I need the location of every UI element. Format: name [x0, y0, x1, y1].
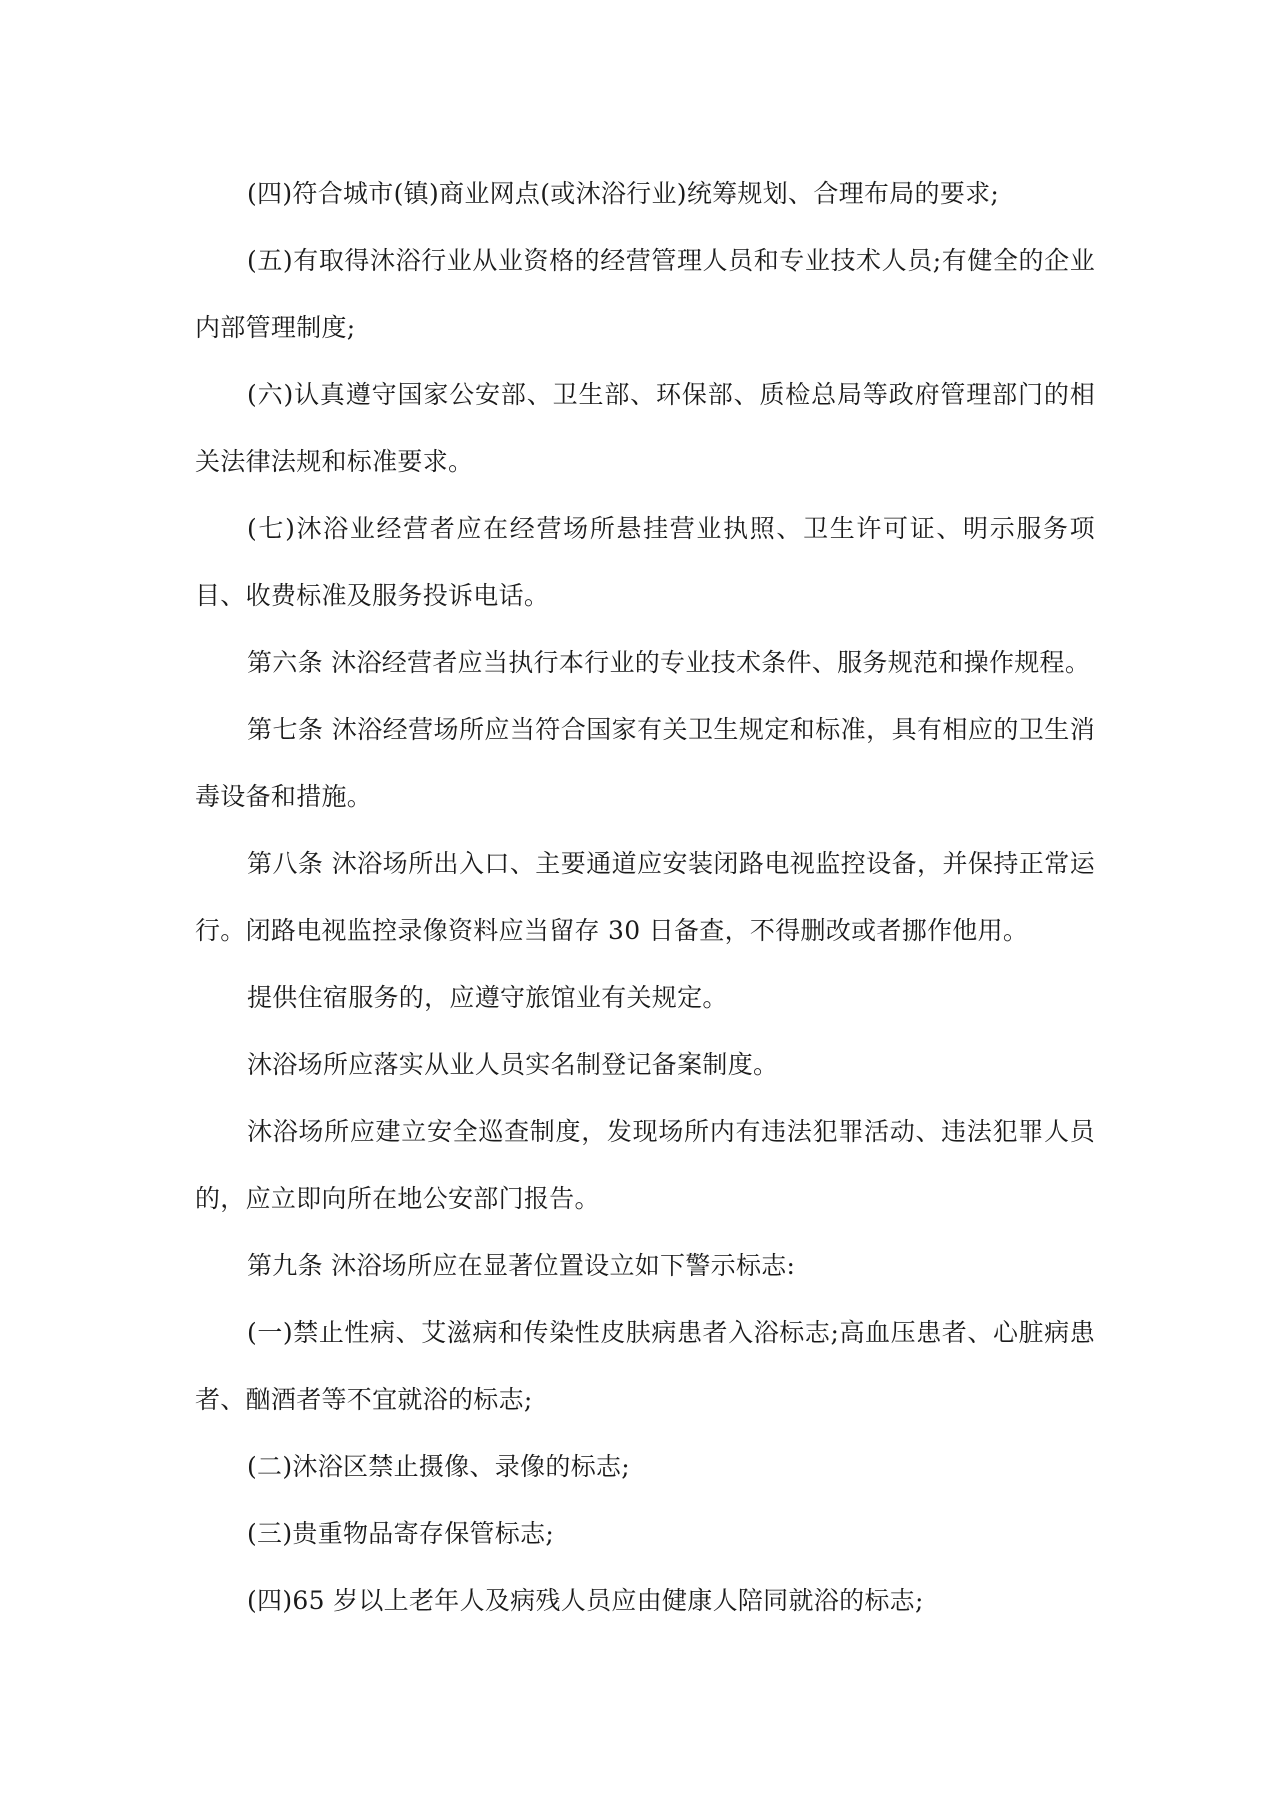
paragraph-sign-4: (四)65 岁以上老年人及病残人员应由健康人陪同就浴的标志; — [247, 1586, 924, 1615]
paragraph-article-8: 第八条 沐浴场所出入口、主要通道应安装闭路电视监控设备，并保持正常运行。闭路电视监控录像资料应当留存 30 日备查，不得删改或者挪作他用。 — [195, 849, 1095, 945]
paragraph-item-4-planning: (四)符合城市(镇)商业网点(或沐浴行业)统筹规划、合理布局的要求; — [247, 179, 1000, 208]
paragraph-article-9: 第九条 沐浴场所应在显著位置设立如下警示标志: — [247, 1251, 796, 1280]
paragraph-article-7: 第七条 沐浴经营场所应当符合国家有关卫生规定和标准，具有相应的卫生消毒设备和措施。 — [195, 715, 1095, 811]
paragraph-sign-1: (一)禁止性病、艾滋病和传染性皮肤病患者入浴标志;高血压患者、心脏病患者、酗酒者等不宜就浴的标志; — [195, 1318, 1095, 1414]
paragraph-item-7-licenses: (七)沐浴业经营者应在经营场所悬挂营业执照、卫生许可证、明示服务项目、收费标准及服务投诉电话。 — [195, 514, 1095, 610]
document-body — [195, 160, 1095, 1634]
paragraph-real-name: 沐浴场所应落实从业人员实名制登记备案制度。 — [247, 1050, 779, 1079]
paragraph-item-5-staff: (五)有取得沐浴行业从业资格的经营管理人员和专业技术人员;有健全的企业内部管理制度; — [195, 246, 1095, 342]
paragraph-sign-2: (二)沐浴区禁止摄像、录像的标志; — [247, 1452, 631, 1481]
paragraph-article-6: 第六条 沐浴经营者应当执行本行业的专业技术条件、服务规范和操作规程。 — [247, 648, 1091, 677]
paragraph-item-6-regulations: (六)认真遵守国家公安部、卫生部、环保部、质检总局等政府管理部门的相关法律法规和标准要求。 — [195, 380, 1095, 476]
paragraph-safety-patrol: 沐浴场所应建立安全巡查制度，发现场所内有违法犯罪活动、违法犯罪人员的，应立即向所在地公安部门报告。 — [195, 1117, 1095, 1213]
paragraph-lodging: 提供住宿服务的，应遵守旅馆业有关规定。 — [247, 983, 728, 1012]
paragraph-sign-3: (三)贵重物品寄存保管标志; — [247, 1519, 555, 1548]
